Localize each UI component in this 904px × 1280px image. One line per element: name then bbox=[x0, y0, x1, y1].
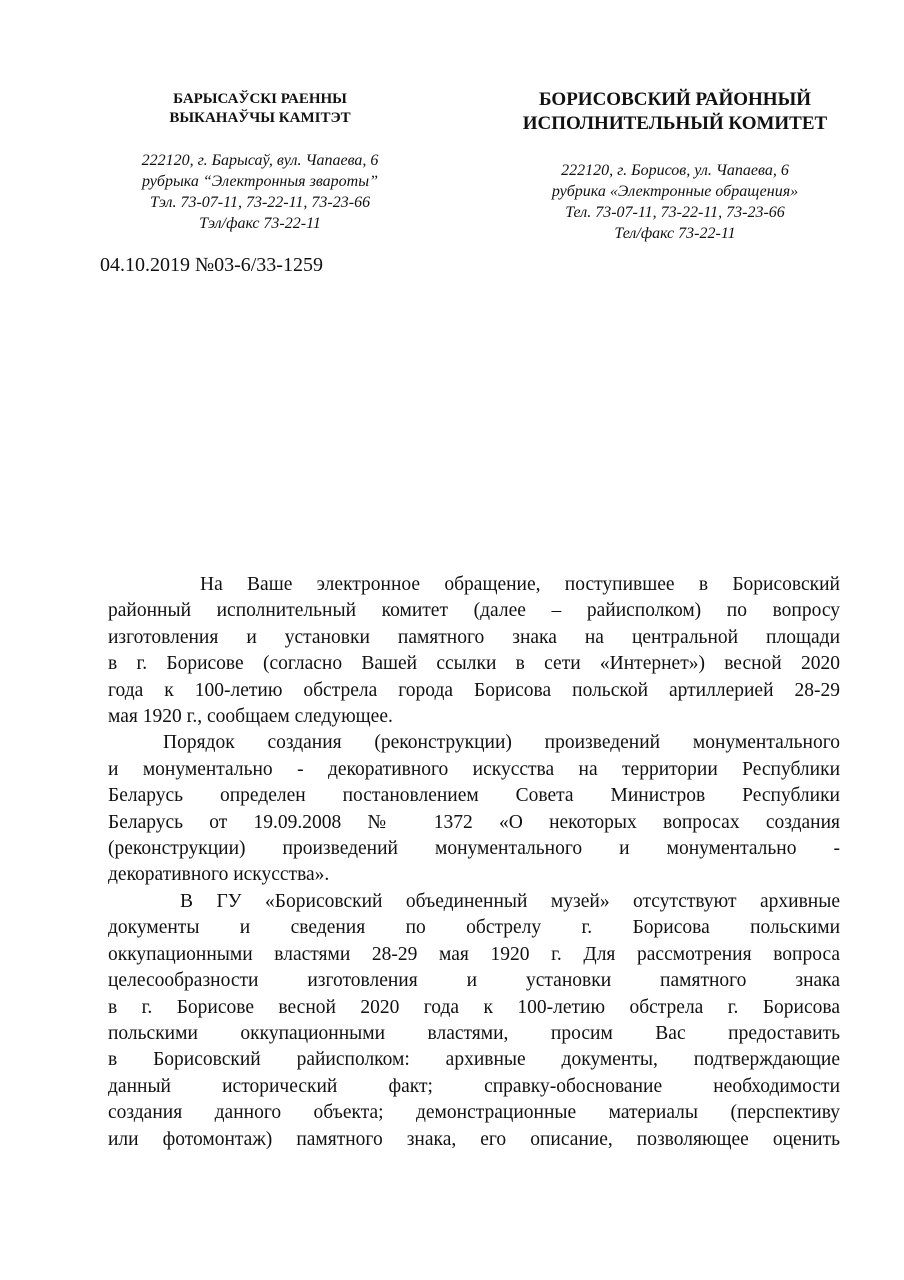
text-line: целесообразности изготовления и установки памятного знака bbox=[108, 970, 840, 992]
org-address bbox=[500, 160, 850, 244]
text-line: в Борисовский райисполком: архивные документы, подтверждающие bbox=[108, 1049, 840, 1071]
text-line: документы и сведения по обстрелу г. Борисова польскими bbox=[108, 917, 840, 939]
text-line: На Ваше электронное обращение, поступившее в Борисовский bbox=[200, 574, 840, 595]
letter-body bbox=[108, 572, 840, 1153]
org-line: ИСПОЛНИТЕЛЬНЫЙ КОМИТЕТ bbox=[522, 113, 828, 134]
address-line: 222120, г. Борисов, ул. Чапаева, 6 bbox=[561, 162, 789, 179]
org-address bbox=[115, 150, 405, 234]
text-line: польскими оккупационными властями, просим Вас предоставить bbox=[108, 1022, 840, 1044]
text-line: и монументально - декоративного искусства на территории Республики bbox=[108, 758, 840, 780]
text-line: в г. Борисове (согласно Вашей ссылки в сети «Интернет») весной 2020 bbox=[108, 653, 840, 675]
text-line: или фотомонтаж) памятного знака, его описание, позволяющее оценить bbox=[108, 1128, 840, 1150]
text-line: декоративного искусства». bbox=[108, 864, 330, 886]
address-line: Тел. 73-07-11, 73-22-11, 73-23-66 bbox=[565, 204, 785, 221]
address-line: рубрика «Электронные обращения» bbox=[551, 183, 799, 200]
text-line: районный исполнительный комитет (далее – райисполком) по вопросу bbox=[108, 600, 840, 622]
org-line: БАРЫСАЎСКІ РАЕННЫ bbox=[173, 91, 347, 107]
text-line: оккупационными властями 28-29 мая 1920 г. Для рассмотрения вопроса bbox=[108, 943, 840, 965]
org-name bbox=[115, 90, 405, 128]
text-line: года к 100-летию обстрела города Борисова польской артиллерией 28-29 bbox=[108, 679, 840, 701]
paragraph bbox=[108, 572, 840, 730]
letterhead-belarusian bbox=[115, 90, 405, 234]
text-line: данный исторический факт; справку-обоснование необходимости bbox=[108, 1075, 840, 1097]
text-line: Порядок создания (реконструкции) произведений монументального bbox=[163, 732, 840, 754]
text-line: В ГУ «Борисовский объединенный музей» отсутствуют архивные bbox=[180, 890, 840, 912]
address-line: Тэл/факс 73-22-11 bbox=[199, 215, 321, 232]
paragraph bbox=[108, 730, 840, 888]
text-line: создания данного объекта; демонстрационные материалы (перспективу bbox=[108, 1102, 840, 1124]
letterhead-russian bbox=[500, 88, 850, 244]
address-line: 222120, г. Барысаў, вул. Чапаева, 6 bbox=[141, 152, 379, 169]
text-line: изготовления и установки памятного знака на центральной площади bbox=[108, 626, 840, 648]
address-line: Тэл. 73-07-11, 73-22-11, 73-23-66 bbox=[149, 194, 371, 211]
address-line: Тел/факс 73-22-11 bbox=[614, 225, 736, 242]
org-line: БОРИСОВСКИЙ РАЙОННЫЙ bbox=[538, 89, 812, 110]
org-name bbox=[500, 88, 850, 136]
address-line: рубрыка “Электронныя звароты” bbox=[142, 173, 378, 190]
org-line: ВЫКАНАЎЧЫ КАМІТЭТ bbox=[169, 110, 351, 126]
text-line: Беларусь определен постановлением Совета Министров Республики bbox=[108, 785, 840, 807]
text-line: мая 1920 г., сообщаем следующее. bbox=[108, 706, 393, 728]
text-line: Беларусь от 19.09.2008 № 1372 «О некоторых вопросах создания bbox=[108, 811, 840, 833]
text-line: в г. Борисове весной 2020 года к 100-летию обстрела г. Борисова bbox=[108, 996, 840, 1018]
text-line: (реконструкции) произведений монументального и монументально - bbox=[108, 838, 840, 860]
registration-number: 04.10.2019 №03-6/33-1259 bbox=[100, 254, 323, 276]
paragraph bbox=[108, 889, 840, 1153]
